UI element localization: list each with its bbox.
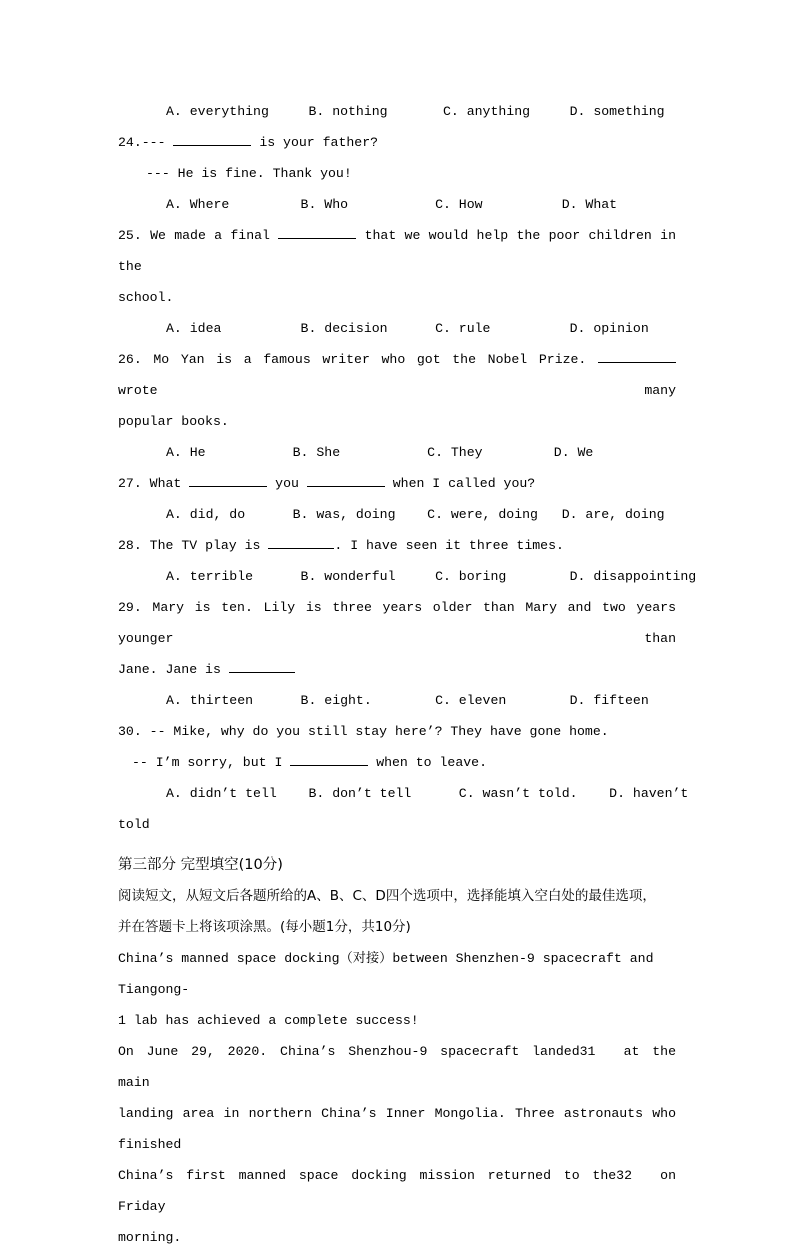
question-29-stem: [118, 592, 676, 654]
question-29-line2-pre: Jane. Jane is: [118, 662, 229, 677]
question-25-stem-post: that we would help the poor children in the: [118, 228, 676, 274]
passage-line-3-pre: On June 29, 2020. China’s Shenzhou-9 spacecraft landed: [118, 1044, 580, 1059]
passage-line-3: [118, 1036, 676, 1098]
passage-line-3-post: at the main: [118, 1044, 676, 1090]
answer-blank[interactable]: [229, 672, 295, 673]
question-28-stem: [118, 530, 676, 561]
passage-line-5-post: on Friday: [118, 1168, 676, 1214]
question-28-stem-pre: The TV play is: [149, 538, 269, 553]
question-26-stem-post: wrote many: [118, 383, 676, 398]
question-26-number: 26.: [118, 352, 142, 367]
answer-blank[interactable]: [173, 145, 251, 146]
answer-blank[interactable]: [278, 238, 356, 239]
passage-line-2: 1 lab has achieved a complete success!: [118, 1013, 419, 1028]
question-30-number: 30.: [118, 724, 142, 739]
question-26-options: A. He B. She C. They D. We: [166, 445, 594, 460]
question-27-options: A. did, do B. was, doing C. were, doing D. are, doing: [166, 507, 665, 522]
question-27-stem-post: when I called you?: [384, 476, 536, 491]
question-25-line2: school.: [118, 290, 174, 305]
passage-line-5-pre: China’s first manned space docking mission returned to the: [118, 1168, 617, 1183]
answer-blank[interactable]: [307, 486, 385, 487]
question-29-number: 29.: [118, 600, 142, 615]
question-28-number: 28.: [118, 538, 142, 553]
question-30-line2: [118, 747, 676, 778]
question-26-stem-pre: Mo Yan is a famous writer who got the Nobel Prize.: [153, 352, 598, 367]
section-heading: 第三部分 完型填空(10分): [118, 857, 283, 873]
question-30-stem-pre: -- Mike, why do you still stay here’? They have gone home.: [149, 724, 609, 739]
answer-blank[interactable]: [290, 765, 368, 766]
question-29-line2: [118, 654, 676, 685]
question-25-stem-pre: We made a final: [150, 228, 279, 243]
question-30-line2-pre: -- I’m sorry, but I: [132, 755, 291, 770]
section-instruction-line1: 阅读短文，从短文后各题所给的A、B、C、D四个选项中，选择能填入空白处的最佳选项，: [118, 888, 656, 904]
question-26-line2: popular books.: [118, 414, 229, 429]
question-29-options: A. thirteen B. eight. C. eleven D. fifteen: [166, 693, 649, 708]
question-28-options: A. terrible B. wonderful C. boring D. disappointing: [166, 569, 697, 584]
passage-line-4: landing area in northern China’s Inner Mongolia. Three astronauts who finished: [118, 1106, 676, 1152]
question-25-stem: [118, 220, 676, 282]
question-23-options: A. everything B. nothing C. anything D. something: [166, 104, 665, 119]
question-27-stem: [118, 468, 676, 499]
answer-blank[interactable]: [598, 362, 676, 363]
question-24-number: 24.: [118, 135, 142, 150]
question-24-stem-pre: ---: [141, 135, 174, 150]
section-instruction-line2: 并在答题卡上将该项涂黑。(每小题1分，共10分): [118, 919, 411, 935]
question-26-stem: [118, 344, 676, 406]
question-30-stem: [118, 716, 676, 747]
question-30-options-wrap: told: [118, 817, 150, 832]
question-27-stem-pre: What: [149, 476, 190, 491]
passage-line-6: morning.: [118, 1230, 182, 1245]
question-30-options: A. didn’t tell B. don’t tell C. wasn’t told. D. haven’t: [166, 786, 689, 801]
question-24-stem: [118, 127, 676, 158]
question-29-stem-pre: Mary is ten. Lily is three years older than Mary and two years younger than: [118, 600, 677, 646]
question-30-line2-post: when to leave.: [368, 755, 487, 770]
passage-blank-32[interactable]: 32: [616, 1168, 632, 1183]
question-28-stem-post: . I have seen it three times.: [334, 538, 564, 553]
question-27-number: 27.: [118, 476, 142, 491]
answer-blank[interactable]: [268, 548, 334, 549]
passage-line-1: China’s manned space docking（对接）between Shenzhen-9 spacecraft and Tiangong-: [118, 951, 654, 997]
passage-blank-31[interactable]: 31: [579, 1044, 596, 1059]
question-24-stem-post: is your father?: [251, 135, 379, 150]
question-27-stem-mid: you: [267, 476, 307, 491]
answer-blank[interactable]: [189, 486, 267, 487]
passage-line-5: [118, 1160, 676, 1222]
question-25-options: A. idea B. decision C. rule D. opinion: [166, 321, 649, 336]
question-24-line2: --- He is fine. Thank you!: [146, 166, 352, 181]
question-24-options: A. Where B. Who C. How D. What: [166, 197, 618, 212]
question-25-number: 25.: [118, 228, 142, 243]
